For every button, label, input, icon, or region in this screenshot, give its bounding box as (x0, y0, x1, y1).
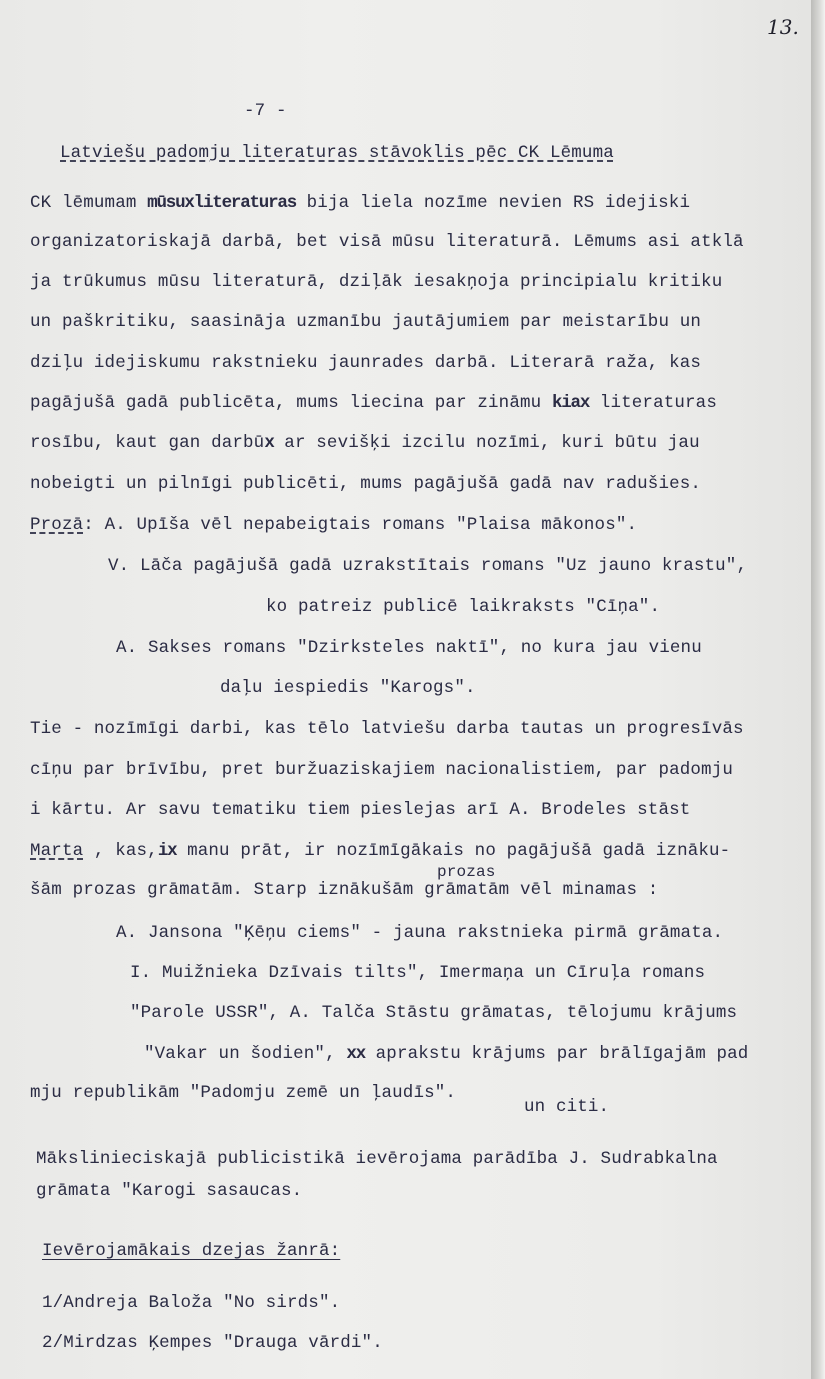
text-run: rosību, kaut gan darbū (30, 433, 265, 453)
text-run: literaturas (589, 393, 717, 413)
paragraph-2-line-4 (30, 840, 730, 862)
text-run: ar sevišķi izcilu nozīmi, kuri būtu jau (273, 433, 700, 453)
paragraph-1-line-7 (30, 432, 700, 454)
poetry-heading: Ievērojamākais dzejas žanrā: (42, 1241, 341, 1261)
text-run: aprakstu krājums par brālīgajām pad (365, 1044, 749, 1064)
struck-out-text: ix (157, 841, 177, 861)
prose-line-5: daļu iespiedis "Karogs". (220, 678, 476, 698)
paragraph-2-line-1: Tie - nozīmīgi darbi, kas tēlo latviešu darba tautas un progresīvās (30, 719, 744, 739)
inserted-word: prozas (437, 863, 496, 881)
paragraph-1-line-3: ja trūkumus mūsu literaturā, dziļāk iesakņoja principialu kritiku (30, 272, 723, 292)
prose-label: Prozā (30, 515, 84, 535)
page-label: -7 - (244, 101, 287, 121)
list-line-4 (144, 1043, 748, 1065)
list-line-5-tail: un citi. (524, 1097, 610, 1117)
paragraph-2-line-2: cīņu par brīvību, pret buržuaziskajiem nacionalistiem, par padomju (30, 760, 734, 780)
paragraph-3-line-2: grāmata "Karogi sasaucas. (36, 1181, 303, 1201)
page-edge (811, 0, 825, 1379)
paragraph-1-line-5: dziļu idejiskumu rakstnieku jaunrades darbā. Literarā raža, kas (30, 353, 702, 373)
paragraph-1-line-2: organizatoriskajā darbā, bet visā mūsu literaturā. Lēmums asi atklā (30, 232, 744, 252)
page-title: Latviešu padomju literaturas stāvoklis pēc CK Lēmuma (60, 143, 614, 163)
paragraph-1-line-1 (30, 192, 690, 214)
paragraph-1-line-8: nobeigti un pilnīgi publicēti, mums pagājušā gadā nav radušies. (30, 474, 702, 494)
paragraph-3-line-1: Mākslinieciskajā publicistikā ievērojama parādība J. Sudrabkalna (36, 1149, 718, 1169)
paragraph-2-line-3: i kārtu. Ar savu tematiku tiem pieslejas arī A. Brodeles stāst (30, 800, 691, 820)
struck-out-text: x (264, 433, 274, 453)
prose-line-4: A. Sakses romans "Dzirksteles naktī", no kura jau vienu (116, 638, 702, 658)
poetry-item-1: 1/Andreja Baloža "No sirds". (42, 1293, 341, 1313)
prose-line-1 (30, 514, 637, 536)
prose-line-3: ko patreiz publicē laikraksts "Cīņa". (266, 597, 661, 617)
paragraph-1-line-6 (30, 392, 717, 414)
list-line-2: I. Muižnieka Dzīvais tilts", Imermaņa un Cīruļa romans (130, 963, 706, 983)
paragraph-2-line-5: šām prozas grāmatām. Starp iznākušām grāmatām vēl minamas : (30, 880, 659, 900)
text-run: , kas, (83, 841, 158, 861)
struck-out-text: mūsuxliteraturas (147, 193, 296, 213)
title-marta: Marta (30, 841, 84, 861)
prose-line-2: V. Lāča pagājušā gadā uzrakstītais romans "Uz jauno krastu", (108, 556, 748, 576)
poetry-item-2: 2/Mirdzas Ķempes "Drauga vārdi". (42, 1333, 383, 1353)
struck-out-text: xx (346, 1044, 365, 1064)
text-run: : A. Upīša vēl nepabeigtais romans "Plaisa mākonos". (83, 515, 638, 535)
text-run: CK lēmumam (30, 193, 148, 213)
folio-number: 13. (767, 15, 799, 39)
paragraph-1-line-4: un paškritiku, saasināja uzmanību jautājumiem par meistarību un (30, 312, 702, 332)
list-line-5: mju republikām "Padomju zemē un ļaudīs". (30, 1083, 457, 1103)
struck-out-text: kiax (551, 393, 590, 413)
text-run: manu prāt, ir nozīmīgākais no pagājušā gadā iznāku- (176, 841, 731, 861)
text-run: "Vakar un šodien", (144, 1044, 347, 1064)
list-line-1: A. Jansona "Ķēņu ciems" - jauna rakstnieka pirmā grāmata. (116, 923, 724, 943)
text-run: pagājušā gadā publicēta, mums liecina par zināmu (30, 393, 552, 413)
list-line-3: "Parole USSR", A. Talča Stāstu grāmatas, tēlojumu krājums (130, 1003, 738, 1023)
text-run: bija liela nozīme nevien RS idejiski (296, 193, 691, 213)
